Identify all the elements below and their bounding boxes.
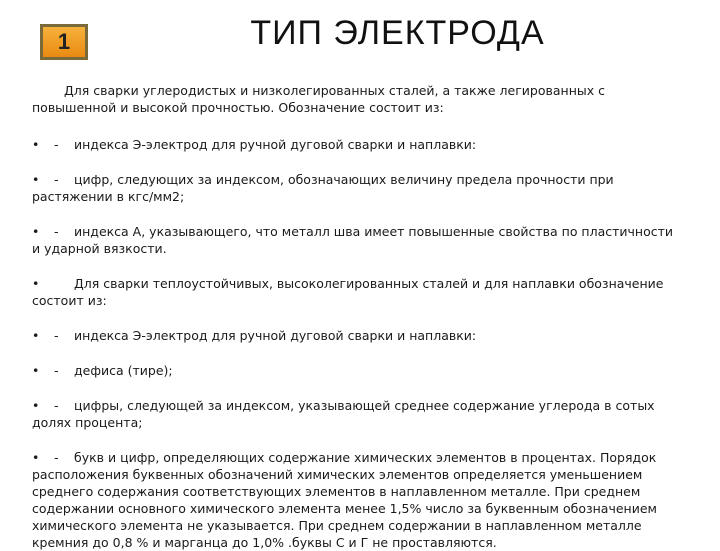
bullet-icon: • [32, 137, 40, 152]
list-item-text: дефиса (тире); [74, 363, 173, 378]
list-item [32, 327, 680, 344]
dash: - [54, 172, 59, 187]
list-item-text: букв и цифр, определяющих содержание химических элементов в процентах. Порядок расположения буквенных обозначений химических элементов определяется уменьшением среднего содержания соответствующих элементов в наплавленном металле. При среднем содержании основного химического элемента менее 1,5% число за буквенным обозначением химического элемента не указывается. При среднем содержании в наплавленном металле кремния до 0,8 % и марганца до 1,0% .буквы С и Г не проставляются. [32, 450, 657, 550]
list-item-text: индекса А, указывающего, что металл шва имеет повышенные свойства по пластичности и ударной вязкости. [32, 224, 674, 256]
slide-number: 1 [57, 29, 71, 54]
list-item [32, 397, 680, 431]
bullet-icon: • [32, 398, 40, 413]
list-item [32, 171, 680, 205]
bullet-icon: • [32, 328, 40, 343]
list-item-text: индекса Э-электрод для ручной дуговой сварки и наплавки: [74, 328, 477, 343]
list-item-text: Для сварки теплоустойчивых, высоколегированных сталей и для наплавки обозначение состоит из: [32, 276, 664, 308]
dash: - [54, 137, 59, 152]
list-item [32, 136, 680, 153]
list-item [32, 449, 680, 551]
dash: - [54, 224, 59, 239]
slide-title: ТИП ЭЛЕКТРОДА [250, 14, 545, 52]
list-item [32, 223, 680, 257]
list-item-text: цифр, следующих за индексом, обозначающих величину предела прочности при растяжении в кгс/мм2; [32, 172, 614, 204]
bullet-icon: • [32, 276, 40, 291]
bullet-icon: • [32, 172, 40, 187]
dash: - [54, 328, 59, 343]
slide-body [32, 82, 680, 551]
list-item-text: индекса Э-электрод для ручной дуговой сварки и наплавки: [74, 137, 477, 152]
list-item [32, 362, 680, 379]
dash: - [54, 398, 59, 413]
list-item [32, 275, 680, 309]
intro-paragraph: Для сварки углеродистых и низколегированных сталей, а также легированных с повышенной и высокой прочностью. Обозначение состоит из: [32, 83, 605, 115]
bullet-icon: • [32, 450, 40, 465]
bullet-icon: • [32, 363, 40, 378]
bullet-icon: • [32, 224, 40, 239]
list-item-text: цифры, следующей за индексом, указывающей среднее содержание углерода в сотых долях процента; [32, 398, 655, 430]
dash: - [54, 363, 59, 378]
dash: - [54, 450, 59, 465]
